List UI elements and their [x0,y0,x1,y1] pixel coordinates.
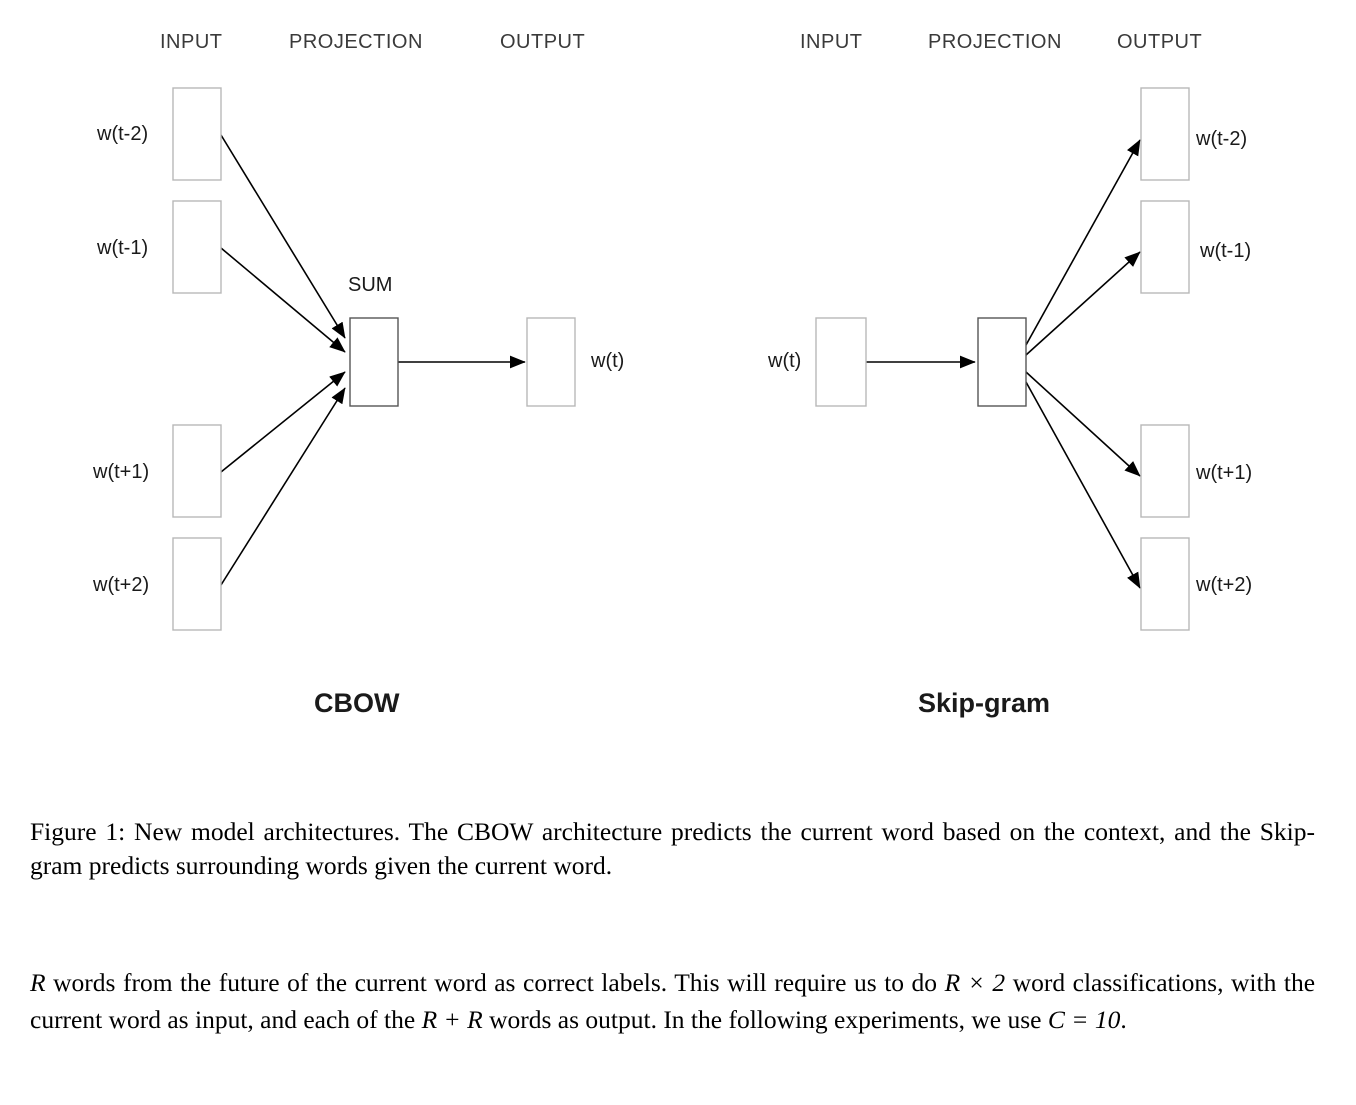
math-R-plus-R: R + R [421,1004,483,1034]
figure-caption: Figure 1: New model architectures. The CBOW architecture predicts the current word based on the context, and the Skip-gram predicts surrounding words given the current word. [30,817,1315,880]
cbow-header-projection: PROJECTION [289,31,423,53]
skipgram-title: Skip-gram [918,688,1051,718]
skipgram-output-label-w-t+1: w(t+1) [1196,462,1253,484]
skipgram-input-label-w-t: w(t) [768,350,802,372]
cbow-input-label-w-t+2: w(t+2) [93,574,150,596]
cbow-output-label-w-t: w(t) [591,350,625,372]
body-part-2: word classifications, with the current word as input, and each of the [30,968,1316,1034]
cbow-input-label-w-t-2: w(t-2) [97,123,149,145]
skipgram-header-input: INPUT [800,31,863,53]
math-R-times-2: R × 2 [944,968,1006,997]
skipgram-output-label-w-t-2: w(t-2) [1196,128,1248,150]
cbow-header-output: OUTPUT [500,31,586,53]
body-part-1: words from the future of the current word as correct labels. This will require us to do [53,968,938,997]
skipgram-output-label-w-t-1: w(t-1) [1200,240,1252,262]
math-R: R [30,968,46,997]
math-C-equals-10: C = 10 [1047,1004,1121,1034]
body-paragraph [30,965,1315,1039]
cbow-title: CBOW [314,688,400,718]
skipgram-header-output: OUTPUT [1117,31,1203,53]
cbow-projection-sum-label: SUM [348,274,393,296]
skipgram-header-projection: PROJECTION [928,31,1062,53]
cbow-input-label-w-t+1: w(t+1) [93,461,150,483]
cbow-input-label-w-t-1: w(t-1) [97,237,149,259]
cbow-header-input: INPUT [160,31,223,53]
skipgram-output-label-w-t+2: w(t+2) [1196,574,1253,596]
body-part-3: words as output. In the following experiments, we use [489,1004,1042,1034]
body-period: . [1120,1004,1127,1034]
